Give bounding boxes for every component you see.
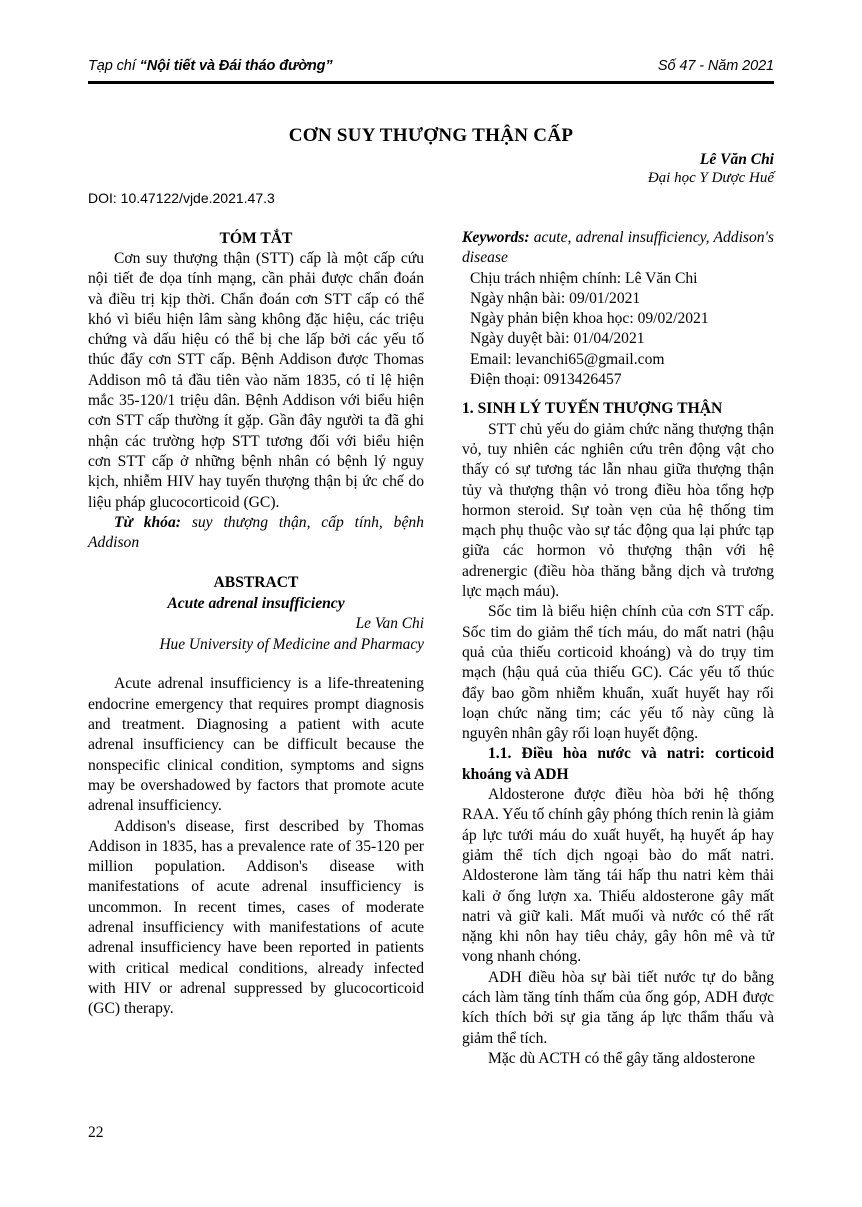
section-1-1-paragraph-3: Mặc dù ACTH có thể gây tăng aldosterone [488, 1049, 756, 1067]
section-1-paragraph-2: Sốc tim là biểu hiện chính của cơn STT cấp. Sốc tim do giảm thể tích máu, do mất natri (hậu quả của thiếu corticoid khoáng) và do trụy tim mạch (hậu quả của thiếu GC). Các yếu tố thúc đẩy bao gồm nhiễm khuẩn, xuất huyết hay rối loạn chức năng tim; các yếu tố này cũng là nguyên nhân gây rối loạn huyết động. [462, 603, 774, 743]
author-affiliation: Đại học Y Dược Huế [647, 170, 774, 186]
spacer [462, 390, 774, 399]
running-head-journal-prefix: Tạp chí [88, 58, 140, 74]
abstract-en-subtitle: Acute adrenal insufficiency [167, 595, 345, 613]
running-head-journal-title: “Nội tiết và Đái tháo đường” [139, 58, 333, 74]
section-1-1-paragraph-2: ADH điều hòa sự bài tiết nước tự do bằng cách làm tăng tính thấm của ống góp, ADH được kích thích bởi sự gia tăng áp lực thẩm thấu và giảm thể tích. [462, 968, 774, 1047]
abstract-vi-paragraph: Cơn suy thượng thận (STT) cấp là một cấp cứu nội tiết đe dọa tính mạng, cần phải được chẩn đoán và điều trị kịp thời. Chẩn đoán cơn STT cấp có thể khó vì biểu hiện lâm sàng không đặc hiệu, các triệu chứng và dấu hiệu có thể bị che lấp bởi các yếu tố thúc đẩy cơn STT cấp. Bệnh Addison được Thomas Addison mô tả đầu tiên vào năm 1835, có tỉ lệ hiện mắc 35-120/1 triệu dân. Bệnh Addison với biểu hiện cơn STT cấp thường ít gặp. Gần đây người ta đã ghi nhận các trường hợp STT tương đối với biểu hiện cơn STT cấp ở những bệnh nhân có bệnh lý nguy kịch, nhiễm HIV hay tuyến thượng thận bị ức chế do liệu pháp glucocorticoid (GC). [88, 250, 424, 511]
abstract-en-paragraph-1: Acute adrenal insufficiency is a life-threatening endocrine emergency that requires prompt diagnosis and treatment. Diagnosing a patient with acute adrenal insufficiency can be difficult because the nonspecific clinical condition, symptoms and signs may be overshadowed by factors that promote acute adrenal insufficiency. [88, 675, 424, 815]
running-head-journal [88, 58, 333, 74]
meta-email: Email: levanchi65@gmail.com [470, 350, 665, 368]
meta-responsible: Chịu trách nhiệm chính: Lê Văn Chi [470, 269, 698, 287]
author-name: Lê Văn Chi [699, 151, 774, 168]
keywords-en [462, 228, 774, 269]
keywords-vi [88, 513, 424, 554]
right-column [462, 228, 774, 1069]
left-column [88, 228, 424, 1020]
page-number: 22 [88, 1124, 104, 1141]
meta-review-date: Ngày phản biện khoa học: 09/02/2021 [470, 310, 709, 328]
keywords-vi-text: suy thượng thận, cấp tính, bệnh Addison [88, 513, 424, 552]
page-title: CƠN SUY THƯỢNG THẬN CẤP [288, 125, 574, 146]
meta-accepted-date: Ngày duyệt bài: 01/04/2021 [470, 330, 645, 348]
abstract-vi-heading: TÓM TẮT [219, 230, 293, 247]
keywords-en-text: acute, adrenal insufficiency, Addison's disease [462, 229, 774, 267]
abstract-en-author: Le Van Chi [355, 615, 424, 633]
running-head [88, 58, 774, 74]
keywords-vi-label: Từ khóa: [114, 513, 181, 531]
spacer [88, 655, 424, 674]
running-head-issue: Số 47 - Năm 2021 [657, 58, 774, 74]
author-block [88, 150, 774, 188]
doi-text: DOI: 10.47122/vjde.2021.47.3 [88, 190, 275, 206]
section-1-1-paragraph-1: Aldosterone được điều hòa bởi hệ thống RAA. Yếu tố chính gây phóng thích renin là giảm áp lực tưới máu do xuất huyết, hạ huyết áp hay giảm thể tích dịch ngoại bào do mất natri. Aldosterone làm tăng tái hấp thu natri kèm thải kali ở ống lượn xa. Thiếu aldosterone gây mất natri và giữ kali. Mất muối và nước có thể rất nặng khi nôn hay tiêu chảy, gây hôn mê và tử vong nhanh chóng. [462, 786, 774, 966]
spacer [88, 553, 424, 572]
meta-phone: Điện thoại: 0913426457 [470, 371, 622, 389]
keywords-en-label: Keywords: [462, 229, 530, 246]
abstract-en-heading: ABSTRACT [213, 574, 299, 592]
meta-received-date: Ngày nhận bài: 09/01/2021 [470, 289, 641, 307]
abstract-en-affiliation: Hue University of Medicine and Pharmacy [159, 635, 424, 653]
section-1-1-heading: 1.1. Điều hòa nước và natri: corticoid khoáng và ADH [462, 745, 774, 783]
section-1-paragraph-1: STT chủ yếu do giảm chức năng thượng thận vỏ, tuy nhiên các nghiên cứu trên động vật cho thấy có sự tương tác lẫn nhau giữa thượng thận tủy và thượng thận vỏ trong điều hòa tổng hợp hormon steroid. Sự toàn vẹn của hệ thống tim mạch phụ thuộc vào sự tác động qua lại phức tạp giữa các hormon vỏ thượng thận với hệ adrenergic (điều hòa thăng bằng dịch và trương lực mạch máu). [462, 420, 774, 601]
abstract-en-paragraph-2: Addison's disease, first described by Thomas Addison in 1835, has a prevalence rate of 35-120 per million population. Addison's disease with manifestations of acute adrenal insufficiency is uncommon. In recent times, cases of moderate adrenal insufficiency with manifestations of acute adrenal insufficiency have been reported in patients with critical medical conditions, already infected with HIV or adrenal suppressed by glucocorticoid (GC) therapy. [88, 817, 424, 1018]
section-1-heading: 1. SINH LÝ TUYẾN THƯỢNG THẬN [462, 400, 723, 418]
header-divider-rule [88, 81, 774, 84]
